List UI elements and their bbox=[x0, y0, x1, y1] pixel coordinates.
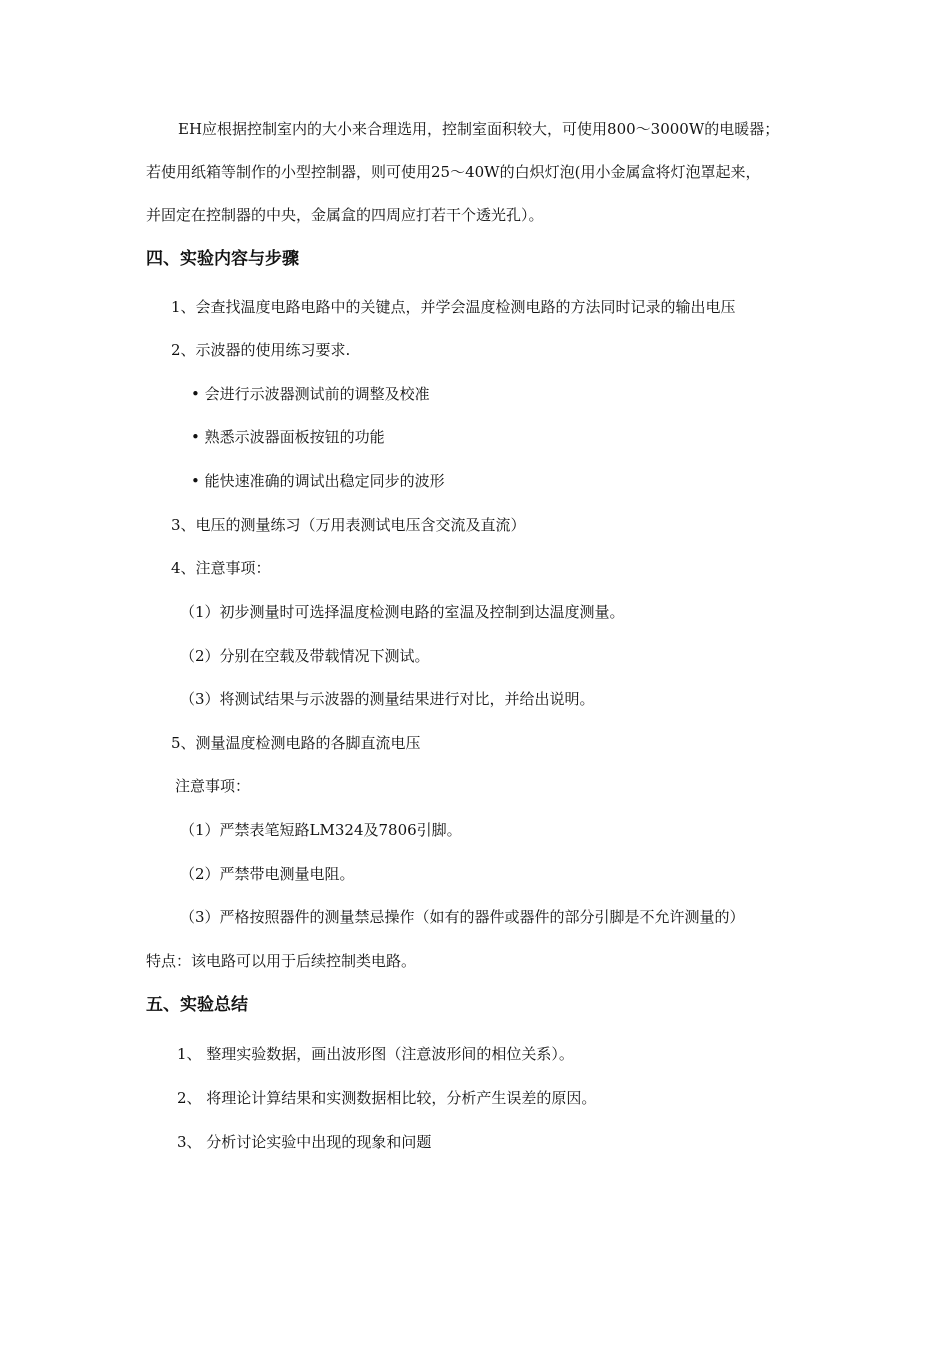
step-item-1: 1、会查找温度电路电路中的关键点，并学会温度检测电路的方法同时记录的输出电压 bbox=[171, 298, 736, 316]
intro-line-1: EH应根据控制室内的大小来合理选用，控制室面积较大，可使用800～3000W的电暖器； bbox=[178, 120, 780, 138]
bullet-mark: • bbox=[191, 472, 200, 490]
bullet-mark: • bbox=[191, 428, 200, 446]
bullet-item bbox=[191, 471, 445, 491]
bullet-item bbox=[191, 384, 430, 404]
note-item: （2）严禁带电测量电阻。 bbox=[180, 865, 355, 883]
note-item: （2）分别在空载及带载情况下测试。 bbox=[180, 647, 430, 665]
note-item: （1）严禁表笔短路LM324及7806引脚。 bbox=[180, 821, 462, 839]
notes-title: 注意事项： bbox=[175, 777, 251, 795]
note-item: （3）将测试结果与示波器的测量结果进行对比，并给出说明。 bbox=[180, 690, 595, 708]
bullet-text: 能快速准确的调试出稳定同步的波形 bbox=[204, 472, 445, 490]
intro-line-2: 若使用纸箱等制作的小型控制器，则可使用25～40W的白炽灯泡(用小金属盒将灯泡罩起来， bbox=[146, 163, 761, 181]
feature-line: 特点：该电路可以用于后续控制类电路。 bbox=[146, 952, 417, 970]
summary-item: 2、 将理论计算结果和实测数据相比较，分析产生误差的原因。 bbox=[177, 1089, 597, 1107]
summary-item: 1、 整理实验数据，画出波形图（注意波形间的相位关系）。 bbox=[177, 1045, 574, 1063]
section-4-heading: 四、实验内容与步骤 bbox=[146, 249, 299, 269]
step-item-5: 5、测量温度检测电路的各脚直流电压 bbox=[171, 734, 421, 752]
note-item: （1）初步测量时可选择温度检测电路的室温及控制到达温度测量。 bbox=[180, 603, 625, 621]
step-item-3: 3、电压的测量练习（万用表测试电压含交流及直流） bbox=[171, 516, 526, 534]
step-item-2: 2、示波器的使用练习要求. bbox=[171, 341, 351, 359]
bullet-text: 会进行示波器测试前的调整及校准 bbox=[204, 385, 430, 403]
bullet-mark: • bbox=[191, 385, 200, 403]
summary-item: 3、 分析讨论实验中出现的现象和问题 bbox=[177, 1133, 432, 1151]
bullet-text: 熟悉示波器面板按钮的功能 bbox=[204, 428, 385, 446]
note-item: （3）严格按照器件的测量禁忌操作（如有的器件或器件的部分引脚是不允许测量的） bbox=[180, 908, 745, 926]
section-5-heading: 五、实验总结 bbox=[146, 995, 248, 1015]
step-item-4: 4、注意事项： bbox=[171, 559, 271, 577]
bullet-item bbox=[191, 427, 385, 447]
intro-line-3: 并固定在控制器的中央，金属盒的四周应打若干个透光孔）。 bbox=[146, 206, 544, 224]
